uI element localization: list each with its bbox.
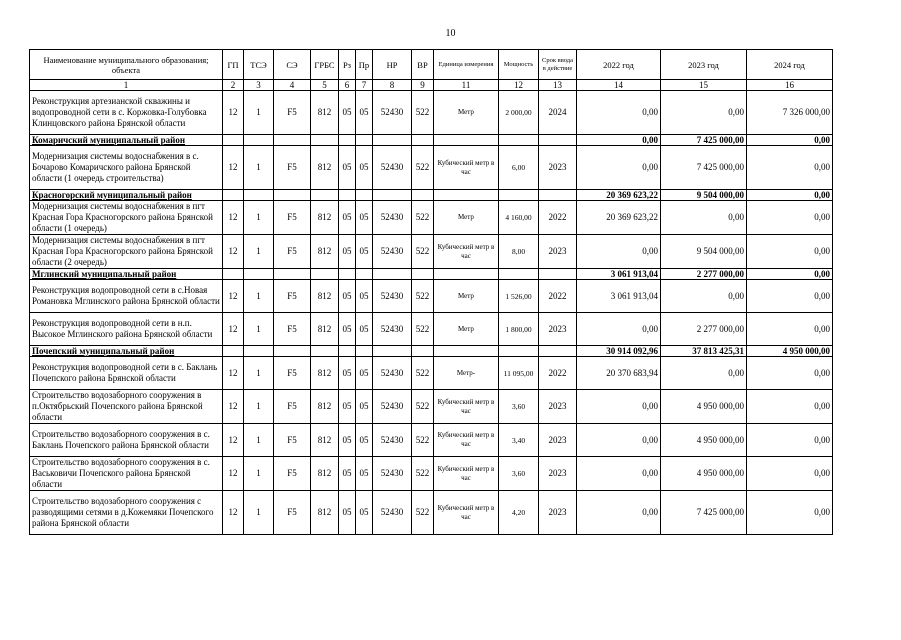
vr-cell: 522: [412, 146, 434, 190]
rz-cell: 05: [339, 313, 356, 346]
object-name: Модернизация системы водоснабжения в пгт Красная Гора Красногорского района Брянской области (2 очередь): [30, 235, 223, 269]
unit-cell: Кубический метр в час: [434, 457, 499, 491]
empty-cell: [311, 346, 339, 357]
empty-cell: [244, 190, 274, 201]
table-row: [30, 313, 833, 346]
column-number: 7: [356, 80, 373, 91]
amount-2023: 4 950 000,00: [661, 457, 747, 491]
year-cell: 2022: [539, 201, 577, 235]
empty-cell: [274, 346, 311, 357]
grbs-cell: 812: [311, 457, 339, 491]
amount-2024: 0,00: [747, 313, 833, 346]
empty-cell: [223, 346, 244, 357]
tse-cell: 1: [244, 280, 274, 313]
vr-cell: 522: [412, 390, 434, 424]
se-cell: F5: [274, 491, 311, 535]
power-cell: 4,20: [499, 491, 539, 535]
header-cell: 2024 год: [747, 50, 833, 80]
grbs-cell: 812: [311, 424, 339, 457]
nr-cell: 52430: [373, 390, 412, 424]
year-cell: 2024: [539, 91, 577, 135]
vr-cell: 522: [412, 457, 434, 491]
power-cell: 3,40: [499, 424, 539, 457]
unit-cell: Метр: [434, 91, 499, 135]
amount-2023: 4 950 000,00: [661, 424, 747, 457]
nr-cell: 52430: [373, 235, 412, 269]
amount-2022: 20 370 683,94: [577, 357, 661, 390]
amount-2022: 0,00: [577, 491, 661, 535]
empty-cell: [356, 269, 373, 280]
nr-cell: 52430: [373, 146, 412, 190]
amount-2024: 0,00: [747, 135, 833, 146]
empty-cell: [499, 135, 539, 146]
tse-cell: 1: [244, 457, 274, 491]
grbs-cell: 812: [311, 280, 339, 313]
year-cell: 2023: [539, 313, 577, 346]
pr-cell: 05: [356, 280, 373, 313]
year-cell: 2023: [539, 235, 577, 269]
empty-cell: [412, 346, 434, 357]
municipality-row: [30, 190, 833, 201]
tse-cell: 1: [244, 91, 274, 135]
year-cell: 2023: [539, 146, 577, 190]
empty-cell: [499, 269, 539, 280]
amount-2024: 0,00: [747, 280, 833, 313]
year-cell: 2023: [539, 457, 577, 491]
amount-2024: 0,00: [747, 491, 833, 535]
header-cell: 2022 год: [577, 50, 661, 80]
vr-cell: 522: [412, 313, 434, 346]
amount-2024: 0,00: [747, 269, 833, 280]
rz-cell: 05: [339, 201, 356, 235]
header-row: [30, 50, 833, 80]
nr-cell: 52430: [373, 280, 412, 313]
table-row: [30, 491, 833, 535]
table-row: [30, 235, 833, 269]
empty-cell: [274, 269, 311, 280]
table-row: [30, 357, 833, 390]
grbs-cell: 812: [311, 357, 339, 390]
object-name: Строительство водозаборного сооружения в п.Октябрьский Почепского района Брянской области: [30, 390, 223, 424]
nr-cell: 52430: [373, 491, 412, 535]
power-cell: 3,60: [499, 390, 539, 424]
empty-cell: [311, 269, 339, 280]
rz-cell: 05: [339, 424, 356, 457]
nr-cell: 52430: [373, 201, 412, 235]
header-cell: Наименование муниципального образования; объекта: [30, 50, 223, 80]
empty-cell: [412, 135, 434, 146]
empty-cell: [412, 190, 434, 201]
object-name: Строительство водозаборного сооружения в с. Васьковичи Почепского района Брянской области: [30, 457, 223, 491]
unit-cell: Метр: [434, 201, 499, 235]
se-cell: F5: [274, 280, 311, 313]
vr-cell: 522: [412, 235, 434, 269]
municipality-row: [30, 269, 833, 280]
se-cell: F5: [274, 457, 311, 491]
amount-2023: 2 277 000,00: [661, 269, 747, 280]
empty-cell: [339, 190, 356, 201]
tse-cell: 1: [244, 201, 274, 235]
pr-cell: 05: [356, 491, 373, 535]
unit-cell: Метр-: [434, 357, 499, 390]
object-name: Реконструкция водопроводной сети в н.п. Высокое Мглинского района Брянской области: [30, 313, 223, 346]
vr-cell: 522: [412, 491, 434, 535]
empty-cell: [412, 269, 434, 280]
empty-cell: [223, 135, 244, 146]
table-row: [30, 424, 833, 457]
amount-2024: 0,00: [747, 457, 833, 491]
pr-cell: 05: [356, 235, 373, 269]
amount-2024: 0,00: [747, 146, 833, 190]
gp-cell: 12: [223, 280, 244, 313]
empty-cell: [223, 190, 244, 201]
column-number: 2: [223, 80, 244, 91]
gp-cell: 12: [223, 235, 244, 269]
header-cell: ТСЭ: [244, 50, 274, 80]
municipality-name: Почепский муниципальный район: [30, 346, 223, 357]
column-number: 8: [373, 80, 412, 91]
header-cell: СЭ: [274, 50, 311, 80]
amount-2023: 9 504 000,00: [661, 235, 747, 269]
power-cell: 6,00: [499, 146, 539, 190]
gp-cell: 12: [223, 201, 244, 235]
header-cell: ГРБС: [311, 50, 339, 80]
amount-2023: 7 425 000,00: [661, 135, 747, 146]
vr-cell: 522: [412, 357, 434, 390]
object-name: Строительство водозаборного сооружения с разводящими сетями в д.Кожемяки Почепского района Брянской области: [30, 491, 223, 535]
pr-cell: 05: [356, 457, 373, 491]
header-cell: Рз: [339, 50, 356, 80]
empty-cell: [311, 190, 339, 201]
nr-cell: 52430: [373, 313, 412, 346]
table-row: [30, 280, 833, 313]
unit-cell: Кубический метр в час: [434, 424, 499, 457]
table-row: [30, 91, 833, 135]
nr-cell: 52430: [373, 457, 412, 491]
amount-2023: 0,00: [661, 201, 747, 235]
table-row: [30, 201, 833, 235]
empty-cell: [244, 135, 274, 146]
rz-cell: 05: [339, 146, 356, 190]
amount-2022: 20 369 623,22: [577, 190, 661, 201]
unit-cell: Кубический метр в час: [434, 491, 499, 535]
empty-cell: [274, 190, 311, 201]
rz-cell: 05: [339, 280, 356, 313]
empty-cell: [373, 190, 412, 201]
grbs-cell: 812: [311, 201, 339, 235]
rz-cell: 05: [339, 357, 356, 390]
pr-cell: 05: [356, 390, 373, 424]
header-cell: Срок ввода в действие: [539, 50, 577, 80]
pr-cell: 05: [356, 357, 373, 390]
rz-cell: 05: [339, 235, 356, 269]
empty-cell: [499, 346, 539, 357]
column-number: 3: [244, 80, 274, 91]
rz-cell: 05: [339, 91, 356, 135]
pr-cell: 05: [356, 146, 373, 190]
empty-cell: [274, 135, 311, 146]
unit-cell: Метр: [434, 280, 499, 313]
pr-cell: 05: [356, 91, 373, 135]
gp-cell: 12: [223, 424, 244, 457]
empty-cell: [499, 190, 539, 201]
tse-cell: 1: [244, 313, 274, 346]
empty-cell: [244, 346, 274, 357]
grbs-cell: 812: [311, 313, 339, 346]
municipality-name: Комаричский муниципальный район: [30, 135, 223, 146]
header-cell: Пр: [356, 50, 373, 80]
object-name: Реконструкция артезианской скважины и водопроводной сети в с. Коржовка-Голубовка Клинцовского района Брянской области: [30, 91, 223, 135]
empty-cell: [434, 346, 499, 357]
municipality-row: [30, 346, 833, 357]
amount-2022: 3 061 913,04: [577, 280, 661, 313]
rz-cell: 05: [339, 390, 356, 424]
tse-cell: 1: [244, 357, 274, 390]
header-cell: Единица измерения: [434, 50, 499, 80]
power-cell: 11 095,00: [499, 357, 539, 390]
empty-cell: [434, 190, 499, 201]
column-number: 5: [311, 80, 339, 91]
empty-cell: [339, 135, 356, 146]
column-number: 11: [434, 80, 499, 91]
header-cell: 2023 год: [661, 50, 747, 80]
table-body: [30, 91, 833, 535]
empty-cell: [373, 346, 412, 357]
empty-cell: [311, 135, 339, 146]
amount-2023: 7 425 000,00: [661, 146, 747, 190]
object-name: Модернизация системы водоснабжения в с. Бочарово Комаричского района Брянской области (1 очередь строительства): [30, 146, 223, 190]
amount-2023: 4 950 000,00: [661, 390, 747, 424]
amount-2023: 7 425 000,00: [661, 491, 747, 535]
column-number: 13: [539, 80, 577, 91]
se-cell: F5: [274, 390, 311, 424]
year-cell: 2023: [539, 424, 577, 457]
column-number-row: [30, 80, 833, 91]
grbs-cell: 812: [311, 235, 339, 269]
rz-cell: 05: [339, 491, 356, 535]
se-cell: F5: [274, 201, 311, 235]
nr-cell: 52430: [373, 91, 412, 135]
grbs-cell: 812: [311, 91, 339, 135]
amount-2022: 0,00: [577, 146, 661, 190]
municipality-name: Красногорский муниципальный район: [30, 190, 223, 201]
column-number: 16: [747, 80, 833, 91]
vr-cell: 522: [412, 424, 434, 457]
unit-cell: Метр: [434, 313, 499, 346]
unit-cell: Кубический метр в час: [434, 235, 499, 269]
amount-2022: 0,00: [577, 457, 661, 491]
gp-cell: 12: [223, 491, 244, 535]
grbs-cell: 812: [311, 491, 339, 535]
empty-cell: [356, 190, 373, 201]
gp-cell: 12: [223, 91, 244, 135]
vr-cell: 522: [412, 280, 434, 313]
column-number: 14: [577, 80, 661, 91]
amount-2023: 9 504 000,00: [661, 190, 747, 201]
empty-cell: [434, 269, 499, 280]
power-cell: 1 526,00: [499, 280, 539, 313]
object-name: Строительство водозаборного сооружения в с. Баклань Почепского района Брянской области: [30, 424, 223, 457]
amount-2024: 0,00: [747, 424, 833, 457]
gp-cell: 12: [223, 313, 244, 346]
year-cell: 2022: [539, 357, 577, 390]
amount-2022: 20 369 623,22: [577, 201, 661, 235]
vr-cell: 522: [412, 201, 434, 235]
amount-2024: 7 326 000,00: [747, 91, 833, 135]
nr-cell: 52430: [373, 357, 412, 390]
amount-2023: 0,00: [661, 280, 747, 313]
vr-cell: 522: [412, 91, 434, 135]
amount-2022: 3 061 913,04: [577, 269, 661, 280]
amount-2022: 0,00: [577, 390, 661, 424]
rz-cell: 05: [339, 457, 356, 491]
gp-cell: 12: [223, 357, 244, 390]
object-name: Реконструкция водопроводной сети в с.Новая Романовка Мглинского района Брянской области: [30, 280, 223, 313]
page-number: 10: [445, 28, 456, 39]
amount-2024: 0,00: [747, 190, 833, 201]
empty-cell: [373, 135, 412, 146]
tse-cell: 1: [244, 146, 274, 190]
amount-2022: 0,00: [577, 91, 661, 135]
empty-cell: [539, 346, 577, 357]
amount-2022: 30 914 092,96: [577, 346, 661, 357]
table-row: [30, 390, 833, 424]
header-cell: Мощность: [499, 50, 539, 80]
power-cell: 2 000,00: [499, 91, 539, 135]
column-number: 12: [499, 80, 539, 91]
grbs-cell: 812: [311, 390, 339, 424]
table-row: [30, 146, 833, 190]
gp-cell: 12: [223, 146, 244, 190]
se-cell: F5: [274, 91, 311, 135]
table-row: [30, 457, 833, 491]
gp-cell: 12: [223, 457, 244, 491]
column-number: 4: [274, 80, 311, 91]
se-cell: F5: [274, 235, 311, 269]
unit-cell: Кубический метр в час: [434, 390, 499, 424]
header-cell: ГП: [223, 50, 244, 80]
empty-cell: [356, 346, 373, 357]
year-cell: 2023: [539, 390, 577, 424]
column-number: 1: [30, 80, 223, 91]
empty-cell: [356, 135, 373, 146]
header-cell: ВР: [412, 50, 434, 80]
municipality-row: [30, 135, 833, 146]
column-number: 15: [661, 80, 747, 91]
amount-2023: 37 813 425,31: [661, 346, 747, 357]
object-name: Реконструкция водопроводной сети в с. Баклань Почепского района Брянской области: [30, 357, 223, 390]
amount-2023: 0,00: [661, 91, 747, 135]
empty-cell: [539, 190, 577, 201]
empty-cell: [223, 269, 244, 280]
empty-cell: [434, 135, 499, 146]
pr-cell: 05: [356, 201, 373, 235]
amount-2022: 0,00: [577, 313, 661, 346]
gp-cell: 12: [223, 390, 244, 424]
power-cell: 8,00: [499, 235, 539, 269]
unit-cell: Кубический метр в час: [434, 146, 499, 190]
tse-cell: 1: [244, 235, 274, 269]
column-number: 6: [339, 80, 356, 91]
se-cell: F5: [274, 357, 311, 390]
pr-cell: 05: [356, 424, 373, 457]
power-cell: 1 800,00: [499, 313, 539, 346]
power-cell: 4 160,00: [499, 201, 539, 235]
pr-cell: 05: [356, 313, 373, 346]
amount-2024: 0,00: [747, 201, 833, 235]
se-cell: F5: [274, 146, 311, 190]
tse-cell: 1: [244, 491, 274, 535]
amount-2023: 2 277 000,00: [661, 313, 747, 346]
se-cell: F5: [274, 424, 311, 457]
grbs-cell: 812: [311, 146, 339, 190]
amount-2024: 4 950 000,00: [747, 346, 833, 357]
year-cell: 2022: [539, 280, 577, 313]
empty-cell: [539, 269, 577, 280]
header-cell: НР: [373, 50, 412, 80]
object-name: Модернизация системы водоснабжения в пгт Красная Гора Красногорского района Брянской области (1 очередь): [30, 201, 223, 235]
municipality-name: Мглинский муниципальный район: [30, 269, 223, 280]
amount-2024: 0,00: [747, 357, 833, 390]
amount-2023: 0,00: [661, 357, 747, 390]
amount-2022: 0,00: [577, 424, 661, 457]
power-cell: 3,60: [499, 457, 539, 491]
se-cell: F5: [274, 313, 311, 346]
empty-cell: [339, 269, 356, 280]
nr-cell: 52430: [373, 424, 412, 457]
empty-cell: [539, 135, 577, 146]
tse-cell: 1: [244, 390, 274, 424]
amount-2024: 0,00: [747, 235, 833, 269]
amount-2022: 0,00: [577, 235, 661, 269]
amount-2024: 0,00: [747, 390, 833, 424]
empty-cell: [244, 269, 274, 280]
tse-cell: 1: [244, 424, 274, 457]
budget-table: [29, 49, 833, 535]
year-cell: 2023: [539, 491, 577, 535]
amount-2022: 0,00: [577, 135, 661, 146]
empty-cell: [373, 269, 412, 280]
column-number: 9: [412, 80, 434, 91]
empty-cell: [339, 346, 356, 357]
